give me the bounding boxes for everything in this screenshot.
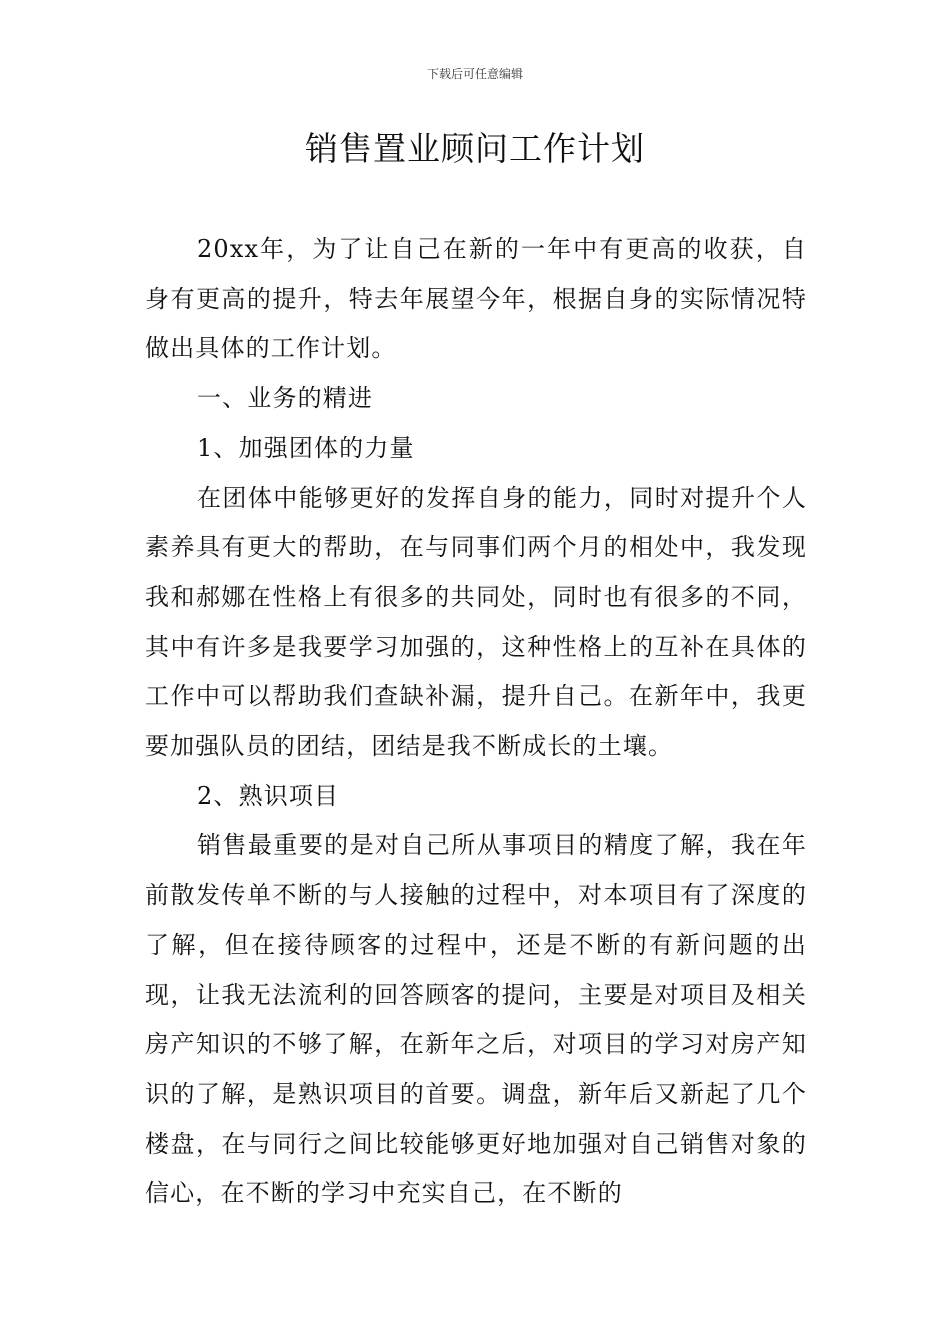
- paragraph-team: 在团体中能够更好的发挥自身的能力，同时对提升个人素养具有更大的帮助，在与同事们两个月的相处中，我发现我和郝娜在性格上有很多的共同处，同时也有很多的不同，其中有许多是我要学习加强的，这种性格上的互补在具体的工作中可以帮助我们查缺补漏，提升自己。在新年中，我更要加强队员的团结，团结是我不断成长的土壤。: [145, 483, 807, 761]
- document-body: [145, 225, 807, 1219]
- subheading-project: 2、熟识项目: [197, 781, 340, 810]
- paragraph-intro: 20xx年，为了让自己在新的一年中有更高的收获，自身有更高的提升，特去年展望今年，根据自身的实际情况特做出具体的工作计划。: [145, 235, 807, 363]
- document-title: 销售置业顾问工作计划: [305, 129, 645, 168]
- header-note: 下载后可任意编辑: [426, 67, 523, 81]
- paragraph-project: 销售最重要的是对自己所从事项目的精度了解，我在年前散发传单不断的与人接触的过程中，对本项目有了深度的了解，但在接待顾客的过程中，还是不断的有新问题的出现，让我无法流利的回答顾客的提问，主要是对项目及相关房产知识的不够了解，在新年之后，对项目的学习对房产知识的了解，是熟识项目的首要。调盘，新年后又新起了几个楼盘，在与同行之间比较能够更好地加强对自己销售对象的信心，在不断的学习中充实自己，在不断的: [145, 831, 807, 1208]
- subheading-team: 1、加强团体的力量: [197, 433, 415, 462]
- section-heading-business: 一、业务的精进: [197, 384, 374, 413]
